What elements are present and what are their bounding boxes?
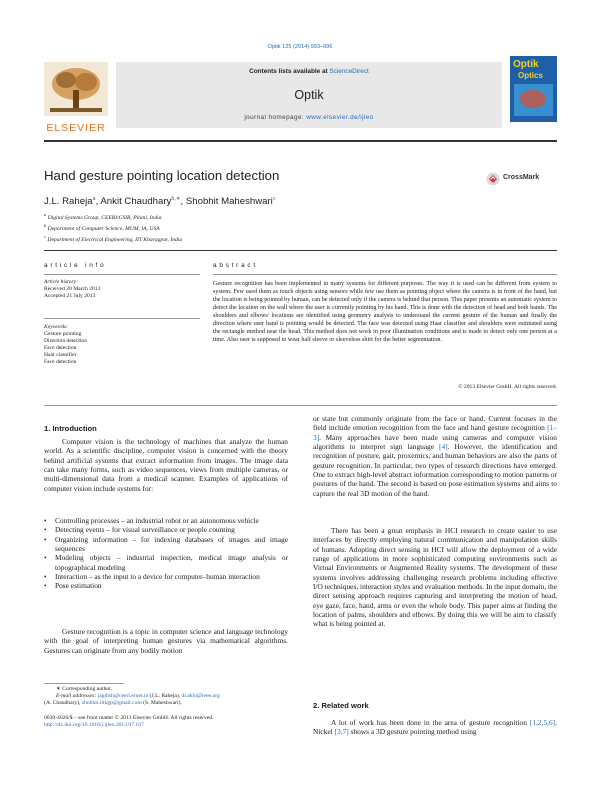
cover-title: Optik xyxy=(513,59,539,70)
hci-paragraph: There has been a great emphasis in HCI research to create easier to use interfaces by directly employing natural communication and manipulation skills of humans. Adopting direct sensing in HCI will allow the deployment of a wide range of applications in more sophisticated computing environments such as Virtual Environments or Augmented Reality systems. The development of these systems involves addressing challenging research problems including effective I/O techniques, interaction styles and evaluation methods. In the input domain, the direct sensing approach requires capturing and interpreting the motion of head, eye gaze, face, hand, arms or even the whole body. This paper aims at finding the location of palms, shoulders and elbows. By doing this we will be aim to classify what is being pointed at. xyxy=(313,526,557,629)
sciencedirect-link[interactable]: ScienceDirect xyxy=(329,68,369,75)
keywords xyxy=(44,324,87,366)
keyword: Haar classifier xyxy=(44,352,77,358)
citation-link[interactable]: [1–3] xyxy=(313,423,557,442)
email-owner: (A. Chaudhary), xyxy=(44,700,82,706)
affiliation: $^a$ Digital Systems Group, CEERI/CSIR, Pilani, India xyxy=(44,212,162,221)
keyword: Face detection xyxy=(44,345,77,351)
list-item: • Controlling processes – an industrial robot or an autonomous vehicle xyxy=(44,516,288,525)
abstract-copyright: © 2013 Elsevier GmbH. All rights reserved. xyxy=(458,384,557,390)
list-item: • Interaction – as the input to a device for computer–human interaction xyxy=(44,572,288,581)
journal-banner xyxy=(116,62,502,128)
author-list: J.L. Raheja$^a$, Ankit Chaudhary$^{b,∗}$, Shobhit Maheshwari$^c$ xyxy=(44,196,276,208)
doi-link[interactable]: http://dx.doi.org/10.1016/j.ijleo.2013.07.167 xyxy=(44,722,144,728)
article-info-rule xyxy=(44,274,200,275)
author-sup[interactable]: a xyxy=(92,196,96,202)
email-link[interactable]: jagdish@ceeri.ernet.in xyxy=(97,693,149,699)
contents-line xyxy=(116,68,502,75)
cover-image xyxy=(514,84,553,116)
keyword: Gesture pointing xyxy=(44,331,82,337)
keyword: Face detection xyxy=(44,359,77,365)
list-item: • Organizing information – for indexing databases of images and image sequences xyxy=(44,535,288,554)
homepage-line xyxy=(116,114,502,121)
elsevier-tree-icon xyxy=(44,62,108,116)
elsevier-wordmark: ELSEVIER xyxy=(46,122,106,134)
footnotes xyxy=(44,686,294,729)
gesture-paragraph: Gesture recognition is a topic in computer science and language technology with the goal of interpreting human gestures via mathematical algorithms. Gestures can originate from any bodily motion xyxy=(44,627,288,655)
list-item: • Pose estimation xyxy=(44,581,288,590)
list-item: • Modeling objects – industrial inspection, medical image analysis or topographical modeling xyxy=(44,553,288,572)
abstract-rule xyxy=(213,274,557,275)
accepted-date: Accepted 21 July 2013 xyxy=(44,293,96,299)
section-heading-introduction: 1. Introduction xyxy=(44,424,97,433)
intro-paragraph: Computer vision is the technology of machines that analyze the human world. As a scientific discipline, computer vision is concerned with the theory behind artificial systems that extract information from images. The image data can take many forms, such as video sequences, views from multiple cameras, or multi-dimensional data from a medical scanner. Examples of applications of computer vision include systems for: xyxy=(44,437,288,493)
article-history xyxy=(44,279,100,300)
keyword: Direction detection xyxy=(44,338,88,344)
related-work-paragraph: A lot of work has been done in the area of gesture recognition [1,2,5,6]. Nickel [3,7] shows a 3D gesture pointing method using xyxy=(313,718,557,737)
author-sup[interactable]: b,∗ xyxy=(171,196,181,202)
affiliation: $^b$ Department of Computer Science, MUM, IA, USA xyxy=(44,223,160,233)
homepage-link[interactable]: www.elsevier.de/ijleo xyxy=(306,114,374,121)
footnote-rule xyxy=(44,683,124,684)
journal-cover xyxy=(510,56,557,122)
abstract-heading: a b s t r a c t xyxy=(213,262,256,269)
citation-link[interactable]: [3,7] xyxy=(334,727,349,737)
list-item: • Detecting events – for visual surveillance or people counting xyxy=(44,525,288,534)
header-rule xyxy=(44,140,557,142)
article-title: Hand gesture pointing location detection xyxy=(44,168,280,183)
article-info-heading: a r t i c l e i n f o xyxy=(44,262,105,269)
author-name: Ankit Chaudhary xyxy=(100,196,172,208)
crossmark-badge[interactable] xyxy=(486,172,556,186)
crossmark-label: CrossMark xyxy=(503,174,540,181)
abstract-bottom-rule xyxy=(44,405,557,406)
email-link[interactable]: dr.akhi@ieee.org xyxy=(181,693,220,699)
email-line xyxy=(44,693,294,700)
citation-link[interactable]: [4] xyxy=(439,442,448,452)
issn-line: 0030-4026/$ – see front matter © 2013 Elsevier GmbH. All rights reserved. xyxy=(44,715,214,721)
corresponding-note: ∗ Corresponding author. xyxy=(56,686,113,692)
affiliation: $^c$ Department of Electrical Engineering, IIT Kharagpur, India xyxy=(44,234,183,244)
section-heading-related-work: 2. Related work xyxy=(313,701,369,710)
homepage-prefix: journal homepage: xyxy=(244,114,307,121)
affiliations xyxy=(44,211,182,244)
journal-reference[interactable]: Optik 125 (2014) 993–996 xyxy=(267,44,333,50)
history-label: Article history: xyxy=(44,279,79,285)
email-link[interactable]: shobhit.iitkgp@gmail.com xyxy=(81,700,142,706)
email-owner: (S. Maheshwari). xyxy=(141,700,182,706)
contents-prefix: Contents lists available at xyxy=(249,68,330,75)
email-owner: (J.L. Raheja), xyxy=(148,693,182,699)
application-list xyxy=(44,516,288,591)
keywords-label: Keywords: xyxy=(44,324,69,330)
cover-subtitle: Optics xyxy=(518,71,543,80)
authors-rule xyxy=(44,250,557,251)
author-name: J.L. Raheja xyxy=(44,196,93,208)
email-line-2 xyxy=(44,700,294,707)
author-sup[interactable]: c xyxy=(272,196,276,202)
history-rule xyxy=(44,318,200,319)
received-date: Received 20 March 2013 xyxy=(44,286,101,292)
crossmark-icon xyxy=(486,172,500,186)
email-label: E-mail addresses: xyxy=(56,693,98,699)
elsevier-logo xyxy=(44,62,108,132)
citation-link[interactable]: [1,2,5,6] xyxy=(529,718,556,727)
abstract-text: Gesture recognition has been implemented in many systems for different purposes. The way it is used can be different from system to system. Few used them as touch objects using sensors while few use them as pointing object where the camera is in front of the hand, but the location is being pointed by human, can be detected only if the camera is behind that person. This paper presents an automatic system to detect the location on the wall where the user is currently pointing by his hand. This is done with the detection of head and both hands. The shoulders and elbows' locations are identified using geometry analysis to understand the current gesture of the human and finally the direction where user hand is pointing would be detected. The face was detected using Haar classifier and shoulders were estimated using the rectangle method near the head. This method does not work in poor illumination conditions and is made to detect only one person at a time. Also user is supposed to wear half sleeve or sleeveless shirt for the better segmentation. xyxy=(213,281,557,343)
author-name: Shobhit Maheshwari xyxy=(185,196,273,208)
focus-paragraph: or state but commonly originate from the face or hand. Current focuses in the field include emotion recognition from the face and hand gesture recognition [1–3]. Many approaches have been made using cameras and computer vision algorithms to interpret sign language [4]. However, the identification and recognition of posture, gait, proxemics, and human behaviors are also the parts of gesture recognition. In particular, two types of research directions have emerged. One to extract high-level abstract information corresponding to motion patterns or postures of the hand. The second is based on pose estimation systems and aims to capture the real 3D motion of the hand. xyxy=(313,414,557,498)
journal-name: Optik xyxy=(294,88,324,102)
